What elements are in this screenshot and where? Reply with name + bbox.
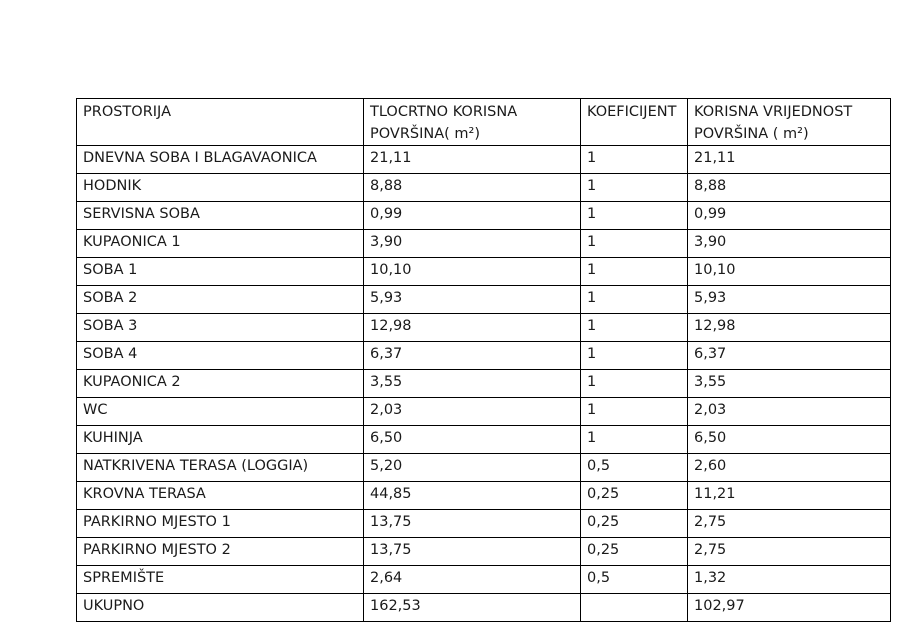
cell-koeficijent: 1	[581, 398, 688, 426]
cell-korisna-povrsina: 8,88	[688, 174, 891, 202]
cell-koeficijent	[581, 594, 688, 622]
cell-tlocrtna-povrsina: 3,55	[364, 370, 581, 398]
table-row	[77, 370, 891, 398]
header-tlocrtno-korisna-povrsina	[364, 99, 581, 146]
cell-korisna-povrsina: 0,99	[688, 202, 891, 230]
cell-korisna-povrsina: 2,03	[688, 398, 891, 426]
cell-korisna-povrsina: 11,21	[688, 482, 891, 510]
cell-tlocrtna-povrsina: 6,50	[364, 426, 581, 454]
cell-korisna-povrsina: 3,90	[688, 230, 891, 258]
cell-prostorija: WC	[77, 398, 364, 426]
cell-prostorija: SOBA 4	[77, 342, 364, 370]
table-row	[77, 454, 891, 482]
table-row	[77, 482, 891, 510]
cell-prostorija: SOBA 3	[77, 314, 364, 342]
cell-prostorija: KROVNA TERASA	[77, 482, 364, 510]
cell-tlocrtna-povrsina: 13,75	[364, 538, 581, 566]
cell-koeficijent: 1	[581, 230, 688, 258]
cell-korisna-povrsina: 102,97	[688, 594, 891, 622]
cell-tlocrtna-povrsina: 6,37	[364, 342, 581, 370]
cell-prostorija: PARKIRNO MJESTO 1	[77, 510, 364, 538]
cell-prostorija: SOBA 2	[77, 286, 364, 314]
cell-prostorija: KUHINJA	[77, 426, 364, 454]
cell-prostorija: SOBA 1	[77, 258, 364, 286]
cell-korisna-povrsina: 3,55	[688, 370, 891, 398]
cell-tlocrtna-povrsina: 10,10	[364, 258, 581, 286]
table-row	[77, 258, 891, 286]
cell-koeficijent: 1	[581, 370, 688, 398]
cell-korisna-povrsina: 2,75	[688, 510, 891, 538]
table-row	[77, 398, 891, 426]
cell-tlocrtna-povrsina: 8,88	[364, 174, 581, 202]
header-korisna-vrijednost-povrsina-line: KORISNA VRIJEDNOST	[694, 104, 853, 120]
cell-tlocrtna-povrsina: 5,20	[364, 454, 581, 482]
cell-tlocrtna-povrsina: 162,53	[364, 594, 581, 622]
table-row	[77, 566, 891, 594]
cell-koeficijent: 1	[581, 174, 688, 202]
cell-korisna-povrsina: 12,98	[688, 314, 891, 342]
table-header	[77, 99, 891, 146]
cell-prostorija: NATKRIVENA TERASA (LOGGIA)	[77, 454, 364, 482]
header-row	[77, 99, 891, 146]
cell-prostorija: PARKIRNO MJESTO 2	[77, 538, 364, 566]
table-row	[77, 146, 891, 174]
header-prostorija-line: PROSTORIJA	[83, 104, 171, 120]
table-row	[77, 342, 891, 370]
cell-korisna-povrsina: 2,60	[688, 454, 891, 482]
cell-korisna-povrsina: 6,37	[688, 342, 891, 370]
total-row	[77, 594, 891, 622]
header-tlocrtno-korisna-povrsina-line: POVRŠINA( m²)	[370, 126, 481, 142]
cell-koeficijent: 0,25	[581, 482, 688, 510]
header-tlocrtno-korisna-povrsina-line: TLOCRTNO KORISNA	[370, 104, 518, 120]
cell-korisna-povrsina: 1,32	[688, 566, 891, 594]
table-row	[77, 230, 891, 258]
cell-tlocrtna-povrsina: 12,98	[364, 314, 581, 342]
cell-prostorija: UKUPNO	[77, 594, 364, 622]
cell-koeficijent: 1	[581, 202, 688, 230]
cell-koeficijent: 1	[581, 146, 688, 174]
header-koeficijent	[581, 99, 688, 146]
header-korisna-vrijednost-povrsina-line: POVRŠINA ( m²)	[694, 126, 809, 142]
table-body	[77, 146, 891, 622]
cell-tlocrtna-povrsina: 3,90	[364, 230, 581, 258]
table-row	[77, 538, 891, 566]
cell-prostorija: HODNIK	[77, 174, 364, 202]
cell-prostorija: KUPAONICA 2	[77, 370, 364, 398]
cell-koeficijent: 0,25	[581, 510, 688, 538]
cell-tlocrtna-povrsina: 21,11	[364, 146, 581, 174]
cell-koeficijent: 1	[581, 258, 688, 286]
cell-koeficijent: 0,5	[581, 566, 688, 594]
cell-koeficijent: 1	[581, 314, 688, 342]
cell-prostorija: SERVISNA SOBA	[77, 202, 364, 230]
table-row	[77, 286, 891, 314]
cell-tlocrtna-povrsina: 2,64	[364, 566, 581, 594]
cell-koeficijent: 1	[581, 286, 688, 314]
cell-korisna-povrsina: 5,93	[688, 286, 891, 314]
header-korisna-vrijednost-povrsina	[688, 99, 891, 146]
table-row	[77, 314, 891, 342]
cell-prostorija: KUPAONICA 1	[77, 230, 364, 258]
table-row	[77, 202, 891, 230]
cell-prostorija: SPREMIŠTE	[77, 566, 364, 594]
cell-tlocrtna-povrsina: 2,03	[364, 398, 581, 426]
cell-tlocrtna-povrsina: 5,93	[364, 286, 581, 314]
cell-tlocrtna-povrsina: 44,85	[364, 482, 581, 510]
cell-korisna-povrsina: 2,75	[688, 538, 891, 566]
cell-prostorija: DNEVNA SOBA I BLAGAVAONICA	[77, 146, 364, 174]
header-koeficijent-line: KOEFICIJENT	[587, 104, 677, 120]
cell-korisna-povrsina: 21,11	[688, 146, 891, 174]
cell-koeficijent: 0,5	[581, 454, 688, 482]
cell-korisna-povrsina: 6,50	[688, 426, 891, 454]
table-row	[77, 510, 891, 538]
header-prostorija	[77, 99, 364, 146]
cell-tlocrtna-povrsina: 0,99	[364, 202, 581, 230]
cell-tlocrtna-povrsina: 13,75	[364, 510, 581, 538]
cell-koeficijent: 1	[581, 426, 688, 454]
table-row	[77, 426, 891, 454]
area-table	[76, 98, 891, 622]
cell-koeficijent: 0,25	[581, 538, 688, 566]
table-row	[77, 174, 891, 202]
cell-korisna-povrsina: 10,10	[688, 258, 891, 286]
cell-koeficijent: 1	[581, 342, 688, 370]
